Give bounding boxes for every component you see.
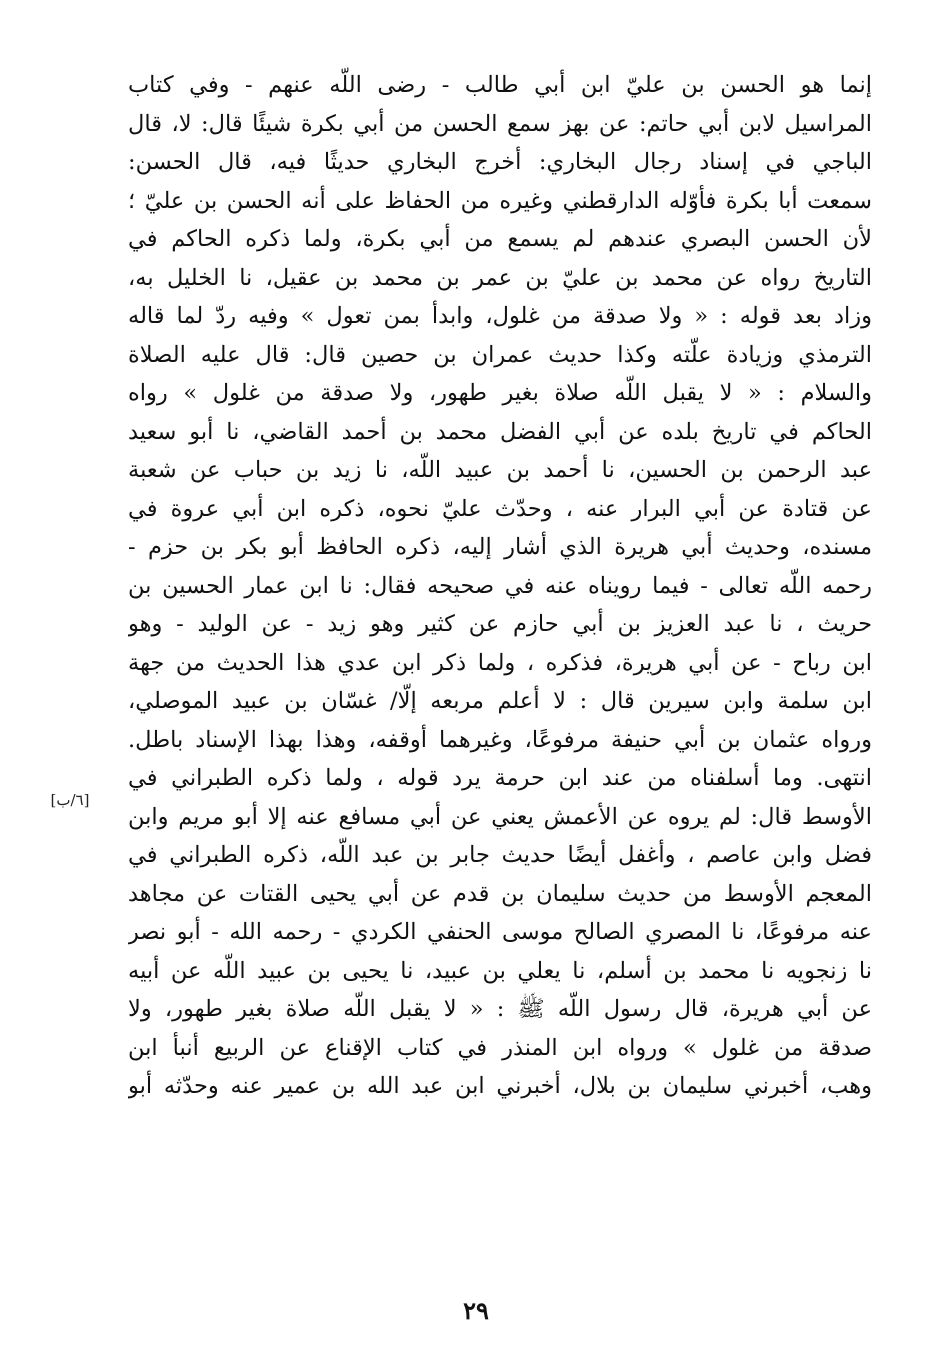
text-line: عن أبي هريرة، قال رسول اللّه ﷺ : « لا يقبل اللّه صلاة بغير طهور، ولا [128,996,872,1022]
text-line: الأوسط قال: لم يروه عن الأعمش يعني عن أبي مسافع عنه إلا أبو مريم وابن [128,803,872,830]
text-line: المعجم الأوسط من حديث سليمان بن قدم عن أبي يحيى القتات عن مجاهد [128,880,872,907]
text-line: ابن سلمة وابن سيرين قال : لا أعلم مربعه إلّا/ غسّان بن عبيد الموصلي، [128,688,872,714]
text-line: رحمه اللّه تعالى - فيما رويناه عنه في صحيحه فقال: نا ابن عمار الحسين بن [128,572,872,599]
text-line: والسلام : « لا يقبل اللّه صلاة بغير طهور، ولا صدقة من غلول » رواه [128,380,872,406]
text-line: وهب، أخبرني سليمان بن بلال، أخبرني ابن عبد الله بن عمير عنه وحدّثه أبو [128,1073,872,1099]
text-line: عنه مرفوعًا، نا المصري الصالح موسى الحنفي الكردي - رحمه الله - أبو نصر [128,919,872,945]
text-line: حريث ، نا عبد العزيز بن أبي حازم عن كثير وهو زيد - عن الوليد - وهو [128,611,872,637]
text-line: صدقة من غلول » ورواه ابن المنذر في كتاب الإقناع عن الربيع أنبأ ابن [128,1034,872,1061]
text-line: الترمذي وزيادة علّته وكذا حديث عمران بن حصين قال: قال عليه الصلاة [128,341,872,368]
text-line: نا زنجويه نا محمد بن أسلم، نا يعلي بن عبيد، نا يحيى بن عبيد اللّه عن أبيه [128,957,872,984]
text-line: مسنده، وحديث أبي هريرة الذي أشار إليه، ذكره الحافظ أبو بكر بن حزم - [128,534,872,560]
text-line: فضل وابن عاصم ، وأغفل أيضًا حديث جابر بن عبد اللّه، ذكره الطبراني في [128,842,872,868]
text-line: لأن الحسن البصري عندهم لم يسمع من أبي بكرة، ولما ذكره الحاكم في [128,226,872,252]
text-line: ورواه عثمان بن أبي حنيفة مرفوعًا، وغيرهما أوقفه، وهذا بهذا الإسناد باطل. [128,726,872,753]
text-line: الباجي في إسناد رجال البخاري: أخرج البخاري حديثًا فيه، قال الحسن: [128,149,872,175]
text-line: إنما هو الحسن بن عليّ ابن أبي طالب - رضى اللّه عنهم - وفي كتاب [128,72,872,98]
text-line: سمعت أبا بكرة فأوّله الدارقطني وغيره من الحفاظ على أنه الحسن بن عليّ ؛ [128,187,872,214]
folio-marker: [٦/ب] [50,791,90,809]
text-line: المراسيل لابن أبي حاتم: عن بهز سمع الحسن من أبي بكرة شيئًا قال: لا، قال [128,110,872,137]
text-line: ابن رباح - عن أبي هريرة، فذكره ، ولما ذكر ابن عدي هذا الحديث من جهة [128,649,872,676]
text-line: التاريخ رواه عن محمد بن عليّ بن عمر بن محمد بن عقيل، نا الخليل به، [128,264,872,291]
main-text-block [128,66,872,1106]
text-line: عبد الرحمن بن الحسين، نا أحمد بن عبيد اللّه، نا زيد بن حباب عن شعبة [128,457,872,483]
text-line: انتهى. وما أسلفناه من عند ابن حرمة يرد قوله ، ولما ذكره الطبراني في [128,765,872,791]
text-line: الحاكم في تاريخ بلده عن أبي الفضل محمد بن أحمد القاضي، نا أبو سعيد [128,418,872,445]
page-number: ٢٩ [463,1296,489,1325]
text-line: وزاد بعد قوله : « ولا صدقة من غلول، وابدأ بمن تعول » وفيه ردّ لما قاله [128,303,872,329]
text-line: عن قتادة عن أبي البرار عنه ، وحدّث عليّ نحوه، ذكره ابن أبي عروة في [128,495,872,522]
